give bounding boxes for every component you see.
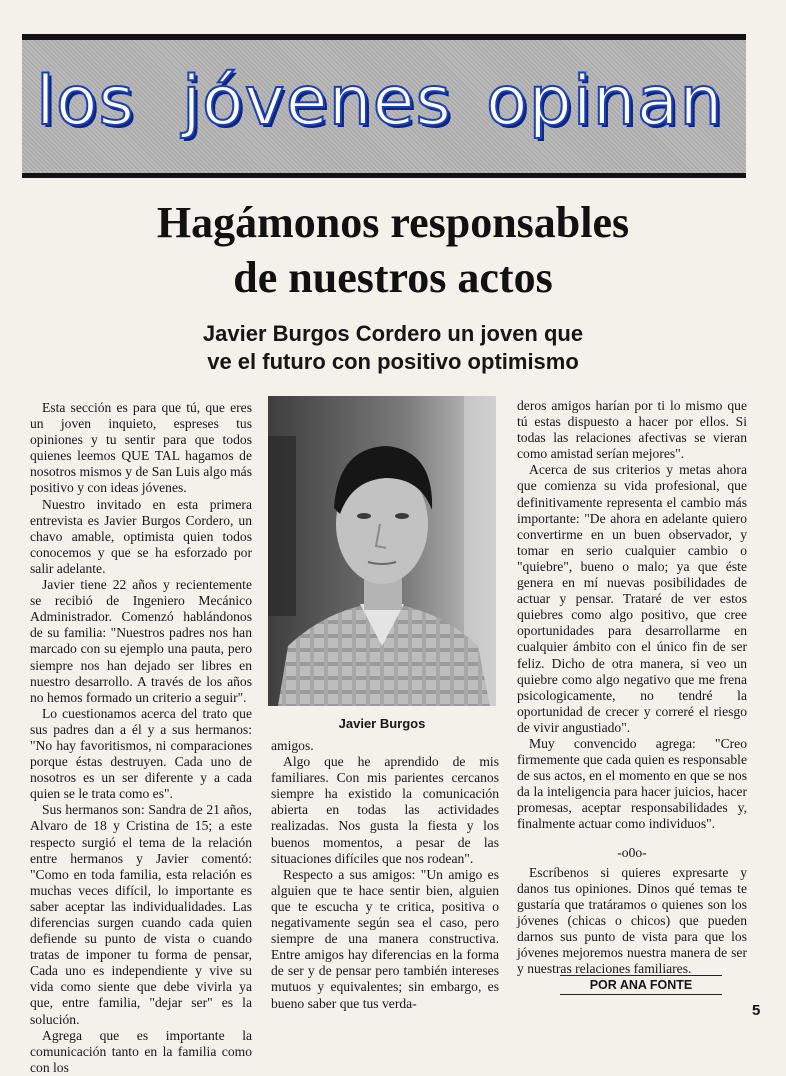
author-byline: POR ANA FONTE xyxy=(560,975,722,995)
paragraph: Nuestro invitado en esta primera entrevista es Javier Burgos Cordero, un chavo amable, optimista quien todos conocemos y que se ha esforzado por salir adelante. xyxy=(30,496,252,576)
banner-word-opinan: opinan xyxy=(486,62,724,141)
banner-word-los: los xyxy=(36,62,135,141)
column-2 xyxy=(271,738,499,1012)
portrait-photo xyxy=(268,396,496,706)
paragraph: amigos. xyxy=(271,738,314,753)
portrait-illustration xyxy=(268,396,496,706)
section-separator: -o0o- xyxy=(617,844,647,860)
column-1 xyxy=(30,400,252,1076)
article-headline xyxy=(40,195,746,306)
banner-word-jovenes: jóvenes xyxy=(182,62,452,141)
photo-caption: Javier Burgos xyxy=(338,716,426,731)
headline-line-2: de nuestros actos xyxy=(233,253,553,303)
subhead-line-2: ve el futuro con positivo optimismo xyxy=(207,348,579,374)
paragraph: deros amigos harían por ti lo mismo que tú estas dispuesto a hacer por ellos. Si todas las relaciones afectivas se vieran como amistad serían mejores". xyxy=(517,398,747,462)
paragraph: Algo que he aprendido de mis familiares. Con mis parientes cercanos siempre ha existido la comunicación abierta en todas las actividades realizadas. Nos gusta la fiesta y los buenos momentos, a pesar de las situaciones difíciles que nos rodean". xyxy=(271,754,499,866)
paragraph: Lo cuestionamos acerca del trato que sus padres dan a él y a sus hermanos: "No hay favoritismos, ni comparaciones porque éstas destruyen. Cada uno de nosotros es un ser diferente y a cada quien se le trata como es". xyxy=(30,705,252,802)
paragraph: Escríbenos si quieres expresarte y danos tus opiniones. Dinos qué temas te gustaría que tratáramos o quienes son los jóvenes (chicas o chicos) que pueden darnos sus punto de vista para que los jóvenes mejoremos nuestra manera de ser y nuestras relaciones familiares. xyxy=(517,864,747,977)
paragraph: Esta sección es para que tú, que eres un joven inquieto, espreses tus opiniones y tu sentir para que todos quienes leemos QUE TAL hagamos de nosotros mismos y de San Luis algo más positivo y con ideas jóvenes. xyxy=(30,400,252,496)
paragraph: Respecto a sus amigos: "Un amigo es alguien que te hace sentir bien, alguien que te escucha y te critica, positiva o negativamente según sea el caso, pero siempre de una manera constructiva. Entre amigos hay diferencias en la forma de ser y de pensar pero también intereses mutuos y equivalentes; sin embargo, es bueno saber que tus verda- xyxy=(271,866,499,1011)
paragraph: Javier tiene 22 años y recientemente se recibió de Ingeniero Mecánico Administrador. Comenzó hablándonos de su familia: "Nuestros padres nos han marcado con su ejemplo una pauta, pero siempre nos han dejado ser libres en nuestro desarrollo. A través de los años no hemos formado un criterio a seguir". xyxy=(30,577,252,705)
paragraph: Agrega que es importante la comunicación tanto en la familia como con los xyxy=(30,1027,252,1075)
article-subheading xyxy=(40,320,746,375)
page-number: 5 xyxy=(752,1002,761,1019)
column-3 xyxy=(517,398,747,977)
section-banner xyxy=(22,34,746,178)
paragraph: Acerca de sus criterios y metas ahora que comienza su vida profesional, que definitivamente representa el cambio más importante: "De ahora en adelante quiero convertirme en un buen observador, y tomar en serio cualquier cambio o "quiebre", bueno o malo; ya que éste genera en mí nuevas posibilidades de actuar y pensar. Trataré de ver estos quiebres como algo positivo, que cree oportunidades para desarrollarme en cualquier ámbito con el único fin de ser feliz. Dicho de otra manera, si veo un quiebre como algo negativo que me frena psicologicamente, no tendré la oportunidad de crecer y correré el riesgo de vivir angustiado". xyxy=(517,462,747,735)
paragraph: Muy convencido agrega: "Creo firmemente que cada quien es responsable de sus actos, en el momento en que se nos da la inteligencia para hacer juicios, hacer promesas, aceptar responsabilidades y, finalmente actuar como individuos". xyxy=(517,735,747,832)
subhead-line-1: Javier Burgos Cordero un joven que xyxy=(202,321,584,346)
headline-line-1: Hagámonos responsables xyxy=(156,198,630,247)
paragraph: Sus hermanos son: Sandra de 21 años, Alvaro de 18 y Cristina de 15; a este respecto surgió el tema de la relación entre hermanos y Javier comentó: "Como en toda familia, esta relación es muchas veces difícil, lo importante es saber aceptar las individualidades. Las diferencias surgen cuando cada quien defiende su punto de vista o cuando tratas de imponer tu forma de pensar, Cada uno es independiente y vive su vida como siente que debe vivirla ya que, entre familia, "dejar ser" es la solución. xyxy=(30,802,252,1027)
